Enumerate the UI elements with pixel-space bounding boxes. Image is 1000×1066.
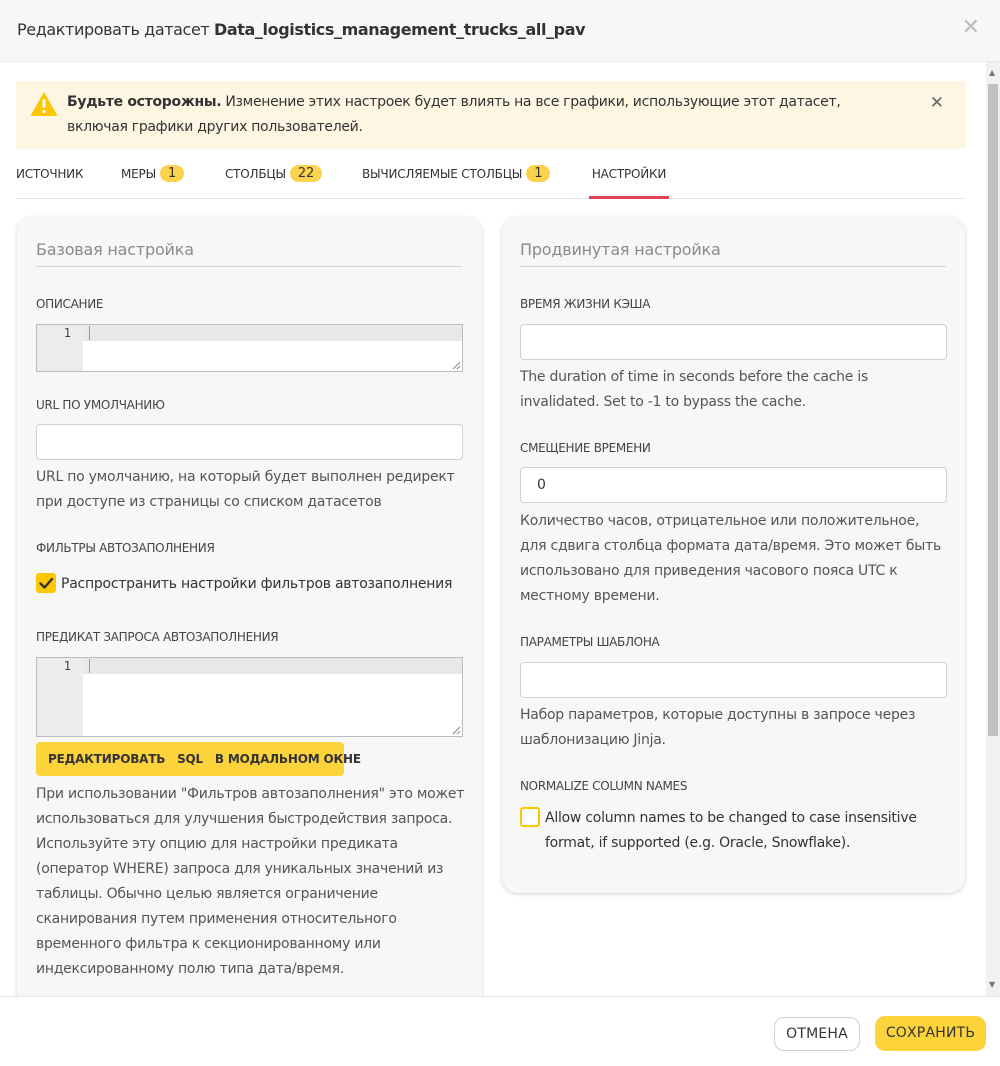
tab-columns[interactable] [225,156,322,199]
cache-ttl-label: ВРЕМЯ ЖИЗНИ КЭША [520,297,651,311]
template-params-help: Набор параметров, которые доступны в запросе через шаблонизацию Jinja. [520,707,916,748]
time-offset-help: Количество часов, отрицательное или положительное, для сдвига столбца формата дата/время. Это может быть использовано для приведения часового пояса UTC к местному времени. [520,513,942,604]
divider [36,266,462,267]
tab-bar [16,156,966,199]
tab-settings[interactable] [589,156,669,199]
predicate-help: При использовании "Фильтров автозаполнения" это может использоваться для улучшения быстродействия запроса. Используйте эту опцию для настройки предиката (оператор WHERE) запроса для уникальных значений из таблицы. Обычно целью является ограничение сканирования путем применения относительного временного фильтра к секционированному или индексированному полю типа дата/время. [36,786,465,977]
time-offset-label: СМЕЩЕНИЕ ВРЕМЕНИ [520,441,651,455]
description-label: ОПИСАНИЕ [36,297,104,311]
default-url-help: URL по умолчанию, на который будет выполнен редирект при доступе из страницы со списком датасетов [36,469,455,510]
resize-handle-icon[interactable] [452,726,461,735]
tab-count-badge: 1 [526,165,550,182]
alert-close-icon[interactable]: ✕ [929,93,944,113]
time-offset-input[interactable]: 0 [520,467,947,503]
normalize-columns-label: NORMALIZE COLUMN NAMES [520,779,688,793]
tab-count-badge: 22 [290,165,322,182]
modal-footer [0,996,1000,1066]
normalize-columns-checkbox[interactable] [520,807,540,827]
tab-label: СТОЛБЦЫ [225,167,286,181]
tab-source[interactable] [16,156,83,199]
scrollbar[interactable] [986,62,1000,996]
edit-sql-button[interactable]: РЕДАКТИРОВАТЬ SQL В МОДАЛЬНОМ ОКНЕ [36,742,344,776]
advanced-settings-title: Продвинутая настройка [520,240,721,259]
default-url-label: URL ПО УМОЛЧАНИЮ [36,398,165,412]
tab-label: ИСТОЧНИК [16,167,84,181]
line-number: 1 [63,659,71,673]
basic-settings-title: Базовая настройка [36,240,194,259]
tab-label: НАСТРОЙКИ [591,167,667,181]
predicate-editor[interactable] [36,657,463,737]
close-icon[interactable]: ✕ [961,15,980,40]
predicate-label: ПРЕДИКАТ ЗАПРОСА АВТОЗАПОЛНЕНИЯ [36,630,279,644]
default-url-input[interactable] [36,424,463,460]
cache-ttl-help: The duration of time in seconds before the cache is invalidated. Set to -1 to bypass the cache. [520,369,869,410]
save-button[interactable]: СОХРАНИТЬ [875,1016,986,1051]
alert-text [67,90,897,140]
modal-title [17,19,585,41]
scrollbar-thumb[interactable] [988,84,998,736]
autocomplete-filters-label: ФИЛЬТРЫ АВТОЗАПОЛНЕНИЯ [36,541,215,555]
tab-calculated-columns[interactable] [362,156,550,199]
normalize-columns-checkbox-label[interactable]: Allow column names to be changed to case insensitive format, if supported (e.g. Oracle, Snowflake). [545,810,917,851]
advanced-settings-panel [502,217,965,893]
alert-message: Изменение этих настроек будет влиять на все графики, использующие этот датасет, включая графики других пользователей. [67,94,841,135]
alert-bold: Будьте осторожны. [67,94,222,110]
basic-settings-panel [17,217,482,996]
tab-label: ВЫЧИСЛЯЕМЫЕ СТОЛБЦЫ [362,167,523,181]
template-params-input[interactable] [520,662,947,698]
autocomplete-checkbox[interactable] [36,573,56,593]
cache-ttl-input[interactable] [520,324,947,360]
tab-count-badge: 1 [160,165,184,182]
scroll-up-icon[interactable]: ▲ [989,68,996,77]
warning-icon [30,91,58,117]
tab-label: МЕРЫ [121,167,156,181]
autocomplete-checkbox-label[interactable]: Распространить настройки фильтров автозаполнения [61,576,453,592]
description-editor[interactable] [36,324,463,372]
cancel-button[interactable]: ОТМЕНА [774,1017,860,1051]
divider [520,266,946,267]
modal-header [0,0,1000,62]
resize-handle-icon[interactable] [452,361,461,370]
line-number: 1 [63,326,71,340]
dataset-name: Data_logistics_management_trucks_all_pav [214,20,586,39]
scroll-down-icon[interactable]: ▼ [989,980,996,989]
modal-body[interactable] [0,62,986,996]
check-icon [36,573,56,593]
modal-title-prefix: Редактировать датасет [17,20,210,39]
template-params-label: ПАРАМЕТРЫ ШАБЛОНА [520,635,660,649]
tab-metrics[interactable] [121,156,184,199]
warning-alert [16,81,966,149]
